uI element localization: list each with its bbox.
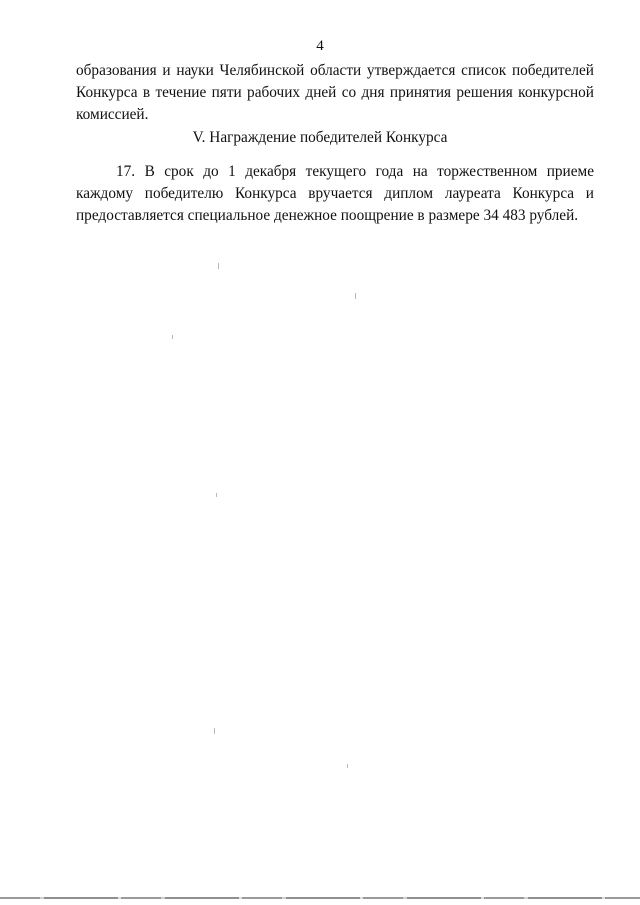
scan-artifact (216, 493, 217, 497)
paragraph-awarding-winners: 17. В срок до 1 декабря текущего года на торжественном приеме каждому победителю Конкурса вручается диплом лауреата Конкурса и предоставляется специальное денежное поощрение в размере 34 483 рублей. (76, 163, 594, 224)
scan-bottom-edge (0, 897, 640, 899)
scan-artifact (214, 728, 215, 734)
page-number: 4 (316, 38, 324, 54)
section-heading: V. Награждение победителей Конкурса (192, 129, 448, 146)
scan-artifact (355, 293, 356, 299)
scan-artifact (172, 335, 173, 339)
scan-artifact (218, 263, 219, 269)
scan-artifact (347, 764, 348, 768)
paragraph-approval-of-winners: образования и науки Челябинской области утверждается список победителей Конкурса в течение пяти рабочих дней со дня принятия решения конкурсной комиссией. (76, 62, 594, 123)
